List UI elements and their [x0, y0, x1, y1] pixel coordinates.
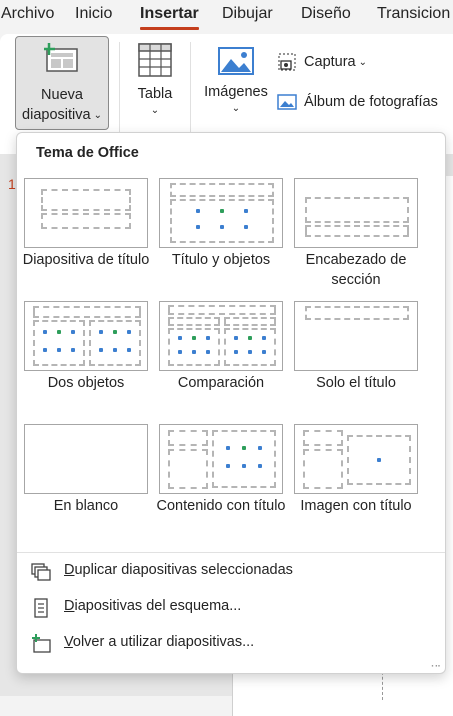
chart-icon [113, 330, 117, 334]
table-icon [234, 336, 238, 340]
table-icon [226, 446, 230, 450]
layout-label: Título y objetos [171, 252, 271, 268]
duplicate-slides-menu-item[interactable] [31, 558, 431, 586]
capture-button[interactable] [277, 52, 367, 72]
title-placeholder [33, 306, 141, 318]
text-placeholder [168, 449, 208, 489]
screenshot-icon [277, 52, 297, 72]
chevron-down-icon: ⌄ [231, 102, 241, 114]
layout-thumb-title-only[interactable] [294, 301, 418, 371]
reuse-slides-icon [31, 634, 51, 654]
title-placeholder [168, 305, 276, 315]
images-label: Imágenes [204, 84, 268, 100]
picture-icon [178, 350, 182, 354]
video-icon [71, 348, 75, 352]
layout-label: Contenido con título [156, 498, 286, 514]
tab-diseno[interactable]: Diseño [301, 5, 351, 22]
title-placeholder [305, 197, 409, 223]
outline-slides-label: Diapositivas del esquema... [64, 598, 242, 614]
layout-label: Dos objetos [47, 375, 125, 391]
reuse-slides-label: Volver a utilizar diapositivas... [64, 634, 255, 650]
content-placeholder [170, 199, 274, 243]
video-icon [244, 225, 248, 229]
photo-album-label: Álbum de fotografías [304, 93, 438, 110]
chevron-down-icon: ⌄ [93, 109, 102, 121]
layout-thumb-picture-caption[interactable] [294, 424, 418, 494]
heading-placeholder-right [224, 317, 276, 326]
images-icon [217, 44, 255, 78]
heading-placeholder-left [168, 317, 220, 326]
content-placeholder-left [33, 320, 85, 366]
ribbon-separator [119, 42, 120, 134]
duplicate-slides-label: Duplicar diapositivas seleccionadas [64, 562, 293, 578]
table-icon [137, 42, 173, 78]
title-placeholder [170, 183, 274, 197]
photo-album-icon [277, 92, 297, 112]
chart-icon [242, 446, 246, 450]
picture-icon [196, 225, 200, 229]
layout-thumb-two-content[interactable] [24, 301, 148, 371]
layout-thumb-comparison[interactable] [159, 301, 283, 371]
picture-icon [99, 348, 103, 352]
table-button[interactable] [128, 40, 182, 130]
layout-thumb-title-content[interactable] [159, 178, 283, 248]
outline-slides-icon [31, 598, 51, 618]
layout-label: En blanco [53, 498, 119, 514]
outline-slides-menu-item[interactable] [31, 594, 431, 622]
layout-label: Diapositiva de título [22, 252, 150, 268]
tab-inicio[interactable]: Inicio [75, 5, 113, 22]
new-slide-layout-gallery [16, 132, 446, 674]
text-placeholder [303, 449, 343, 489]
picture-icon [234, 350, 238, 354]
online-picture-icon [57, 348, 61, 352]
title-placeholder [305, 306, 409, 320]
title-placeholder [303, 430, 343, 446]
photo-album-button[interactable] [277, 92, 438, 112]
layout-label: Imagen con título [300, 498, 412, 514]
video-icon [262, 350, 266, 354]
video-icon [206, 350, 210, 354]
reuse-slides-menu-item[interactable] [31, 630, 431, 658]
resize-grip-icon[interactable]: ⠠⠤ [427, 659, 441, 669]
chart-icon [57, 330, 61, 334]
smartart-icon [127, 330, 131, 334]
title-placeholder [168, 430, 208, 446]
online-picture-icon [242, 464, 246, 468]
slide-number: 1 [8, 176, 16, 192]
content-placeholder-right [89, 320, 141, 366]
chevron-down-icon: ⌄ [358, 56, 368, 68]
table-icon [196, 209, 200, 213]
smartart-icon [206, 336, 210, 340]
smartart-icon [262, 336, 266, 340]
layout-thumb-content-caption[interactable] [159, 424, 283, 494]
tab-archivo[interactable]: Archivo [1, 5, 55, 22]
smartart-icon [258, 446, 262, 450]
online-picture-icon [192, 350, 196, 354]
picture-placeholder [347, 435, 411, 485]
ribbon-tab-bar [0, 0, 453, 34]
online-picture-icon [248, 350, 252, 354]
picture-icon [226, 464, 230, 468]
table-icon [43, 330, 47, 334]
ribbon-separator [190, 42, 191, 134]
tab-dibujar[interactable]: Dibujar [222, 5, 273, 22]
chart-icon [220, 209, 224, 213]
layout-thumb-title[interactable] [24, 178, 148, 248]
video-icon [258, 464, 262, 468]
tab-transiciones[interactable]: Transicion [377, 5, 451, 22]
picture-icon [43, 348, 47, 352]
active-tab-indicator [140, 27, 199, 30]
layout-label: Comparación [177, 375, 265, 391]
layout-label: Encabezado de sección [305, 252, 407, 288]
tab-insertar[interactable]: Insertar [140, 5, 199, 22]
menu-divider [17, 552, 445, 553]
table-icon [178, 336, 182, 340]
chart-icon [248, 336, 252, 340]
images-button[interactable] [200, 40, 272, 130]
content-placeholder-left [168, 328, 220, 366]
online-picture-icon [220, 225, 224, 229]
table-icon [99, 330, 103, 334]
picture-icon [377, 458, 381, 462]
content-placeholder-right [224, 328, 276, 366]
layout-thumb-blank[interactable] [24, 424, 148, 494]
content-placeholder [212, 430, 276, 488]
text-placeholder [305, 225, 409, 237]
smartart-icon [244, 209, 248, 213]
chevron-down-icon: ⌄ [150, 104, 160, 116]
capture-label: Captura [304, 53, 356, 70]
gallery-heading: Tema de Office [36, 145, 139, 161]
new-slide-icon [44, 43, 80, 73]
video-icon [127, 348, 131, 352]
layout-label: Solo el título [316, 375, 396, 391]
online-picture-icon [113, 348, 117, 352]
new-slide-label-1: Nueva [41, 87, 83, 103]
smartart-icon [71, 330, 75, 334]
title-placeholder [41, 189, 131, 211]
new-slide-button[interactable] [15, 36, 109, 130]
subtitle-placeholder [41, 213, 131, 229]
layout-thumb-section[interactable] [294, 178, 418, 248]
chart-icon [192, 336, 196, 340]
duplicate-slides-icon [31, 562, 51, 582]
table-label: Tabla [137, 86, 173, 102]
new-slide-label-2: diapositiva ⌄ [22, 107, 102, 123]
